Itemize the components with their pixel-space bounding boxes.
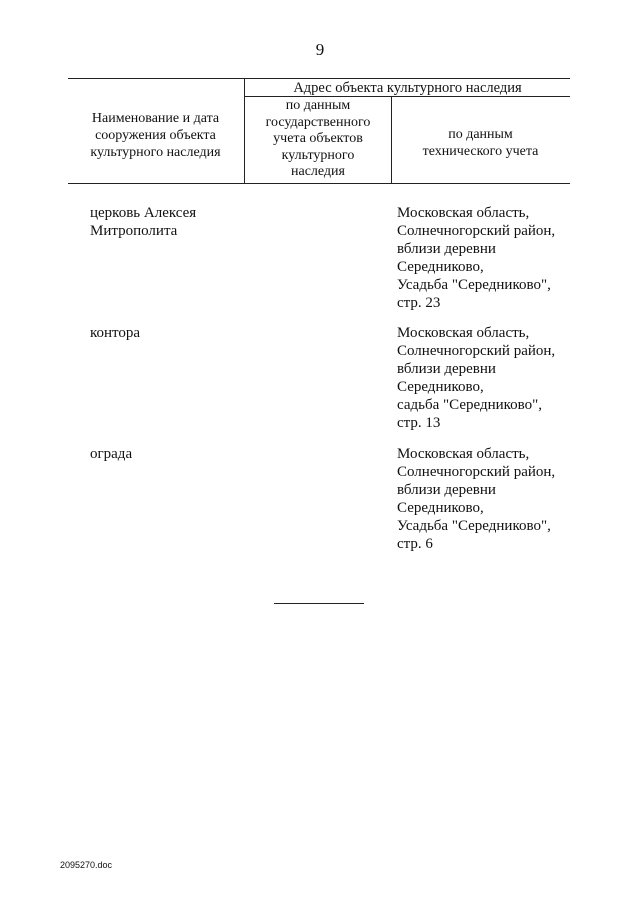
- object-name: церковь Алексея Митрополита: [90, 205, 197, 239]
- header-name-column: Наименование и дата сооружения объекта культурного наследия: [90, 111, 221, 160]
- header-state-registry-column: по данным государственного учета объектов культурного наследия: [265, 98, 371, 179]
- header-top-rule: [68, 78, 570, 79]
- object-name: ограда: [90, 446, 133, 462]
- object-address-technical: Московская область, Солнечногорский район, вблизи деревни Середниково, Усадьба "Середниково", стр. 6: [397, 446, 556, 552]
- header-technical-registry-column: по данным технического учета: [422, 127, 539, 159]
- object-address-technical: Московская область, Солнечногорский район, вблизи деревни Середниково, Усадьба "Середниково", стр. 23: [397, 205, 556, 311]
- document-file-reference: 2095270.doc: [60, 860, 113, 870]
- object-name: контора: [90, 325, 141, 341]
- object-address-technical: Московская область, Солнечногорский район, вблизи деревни Середниково, садьба "Середниково", стр. 13: [397, 325, 556, 431]
- end-of-table-rule: [274, 603, 364, 604]
- header-address-group: Адрес объекта культурного наследия: [293, 80, 522, 96]
- page-number: 9: [315, 40, 325, 59]
- header-group-rule: [245, 96, 570, 97]
- header-bottom-rule: [68, 183, 570, 184]
